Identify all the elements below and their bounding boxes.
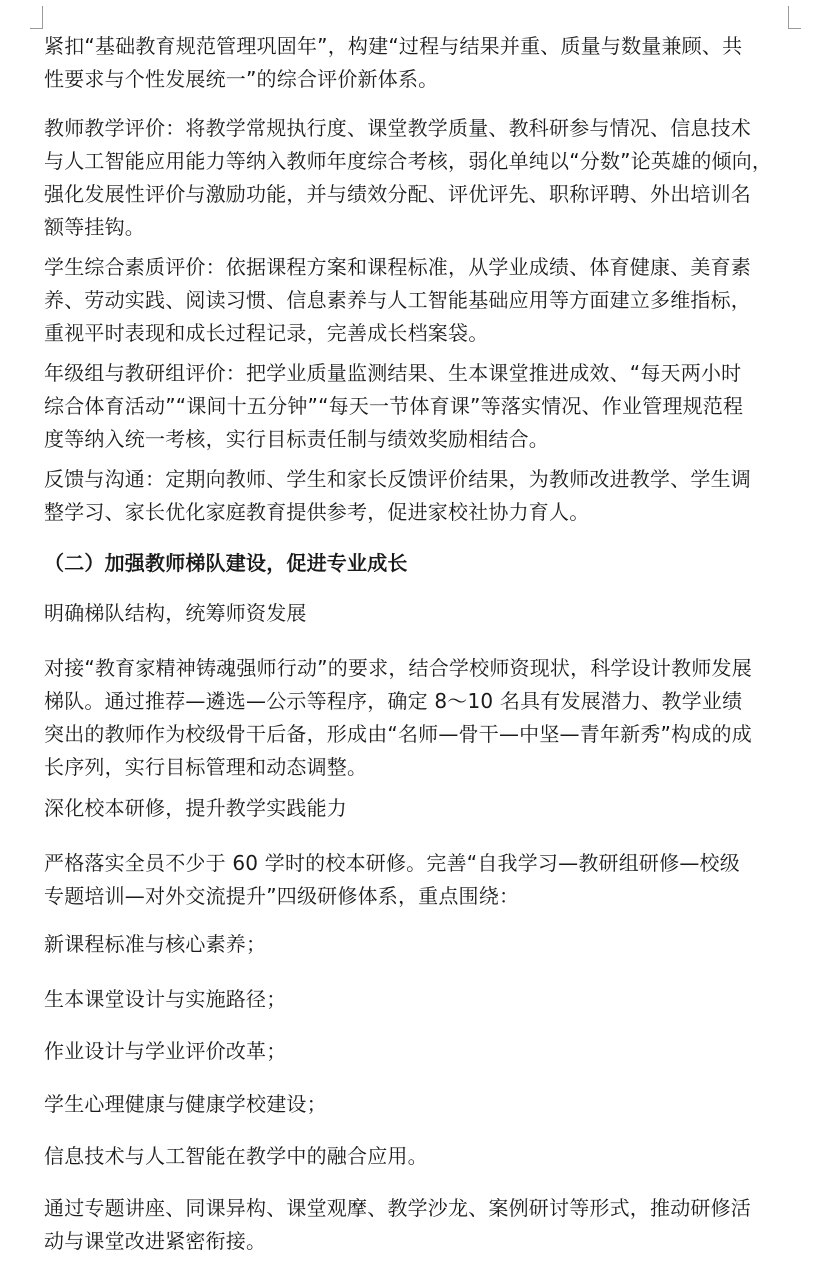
list-item-homework: [44, 1035, 799, 1068]
text-line: 专题培训—对外交流提升”四级研修体系，重点围绕：: [44, 884, 520, 908]
paragraph-subheading-structure: [44, 597, 799, 630]
text-line: 整学习、家长优化家庭教育提供参考，促进家校社协力育人。: [44, 500, 590, 524]
page-corner-mark-left: [30, 6, 43, 29]
text-line: 教师教学评价：将教学常规执行度、课堂教学质量、教科研参与情况、信息技术: [44, 116, 751, 140]
paragraph-teacher-evaluation: [44, 112, 799, 244]
text-line: 额等挂钩。: [44, 215, 145, 239]
list-item-classroom: [44, 983, 799, 1016]
text-line: 动与课堂改进紧密衔接。: [44, 1229, 267, 1253]
list-item-ai: [44, 1140, 799, 1173]
text-line: 性要求与个性发展统一”的综合评价新体系。: [44, 67, 439, 91]
text-line: 重视平时表现和成长过程记录，完善成长档案袋。: [44, 321, 489, 345]
paragraph-teacher-tiers: [44, 652, 799, 784]
list-item-curriculum: [44, 928, 799, 961]
text-line: 年级组与教研组评价：把学业质量监测结果、生本课堂推进成效、“每天两小时: [44, 361, 742, 385]
text-line: 深化校本研修，提升教学实践能力: [44, 796, 347, 820]
text-line: 突出的教师作为校级骨干后备，形成由“名师—骨干—中坚—青年新秀”构成的成: [44, 722, 752, 746]
text-line: 养、劳动实践、阅读习惯、信息素养与人工智能基础应用等方面建立多维指标，: [44, 288, 751, 312]
section-heading: [44, 547, 799, 580]
text-line: 学生综合素质评价：依据课程方案和课程标准，从学业成绩、体育健康、美育素: [44, 255, 751, 279]
heading-text: （二）加强教师梯队建设，促进专业成长: [44, 551, 408, 575]
paragraph-school-research: [44, 847, 799, 913]
text-line: 紧扣“基础教育规范管理巩固年”，构建“过程与结果并重、质量与数量兼顾、共: [44, 34, 743, 58]
page-corner-mark-right: [788, 6, 801, 29]
paragraph-research-forms: [44, 1192, 799, 1258]
text-line: 与人工智能应用能力等纳入教师年度综合考核，弱化单纯以“分数”论英雄的倾向，: [44, 149, 773, 173]
paragraph-group-evaluation: [44, 357, 799, 456]
text-line: 梯队。通过推荐—遴选—公示等程序，确定 8～10 名具有发展潜力、教学业绩: [44, 689, 743, 713]
text-line: 通过专题讲座、同课异构、课堂观摩、教学沙龙、案例研讨等形式，推动研修活: [44, 1196, 751, 1220]
text-line: 生本课堂设计与实施路径；: [44, 987, 287, 1011]
text-line: 反馈与沟通：定期向教师、学生和家长反馈评价结果，为教师改进教学、学生调: [44, 467, 751, 491]
text-line: 新课程标准与核心素养；: [44, 932, 267, 956]
text-line: 作业设计与学业评价改革；: [44, 1039, 287, 1063]
paragraph-student-evaluation: [44, 251, 799, 350]
paragraph-subheading-research: [44, 792, 799, 825]
text-line: 对接“教育家精神铸魂强师行动”的要求，结合学校师资现状，科学设计教师发展: [44, 656, 752, 680]
paragraph-feedback: [44, 463, 799, 529]
text-line: 明确梯队结构，统筹师资发展: [44, 601, 307, 625]
text-line: 学生心理健康与健康学校建设；: [44, 1092, 327, 1116]
text-line: 严格落实全员不少于 60 学时的校本研修。完善“自我学习—教研组研修—校级: [44, 851, 740, 875]
text-line: 强化发展性评价与激励功能，并与绩效分配、评优评先、职称评聘、外出培训名: [44, 182, 751, 206]
text-line: 长序列，实行目标管理和动态调整。: [44, 755, 368, 779]
list-item-mental-health: [44, 1088, 799, 1121]
text-line: 度等纳入统一考核，实行目标责任制与绩效奖励相结合。: [44, 427, 549, 451]
paragraph-evaluation-intro: [44, 30, 799, 96]
text-line: 信息技术与人工智能在教学中的融合应用。: [44, 1144, 428, 1168]
text-line: 综合体育活动”“课间十五分钟”“每天一节体育课”等落实情况、作业管理规范程: [44, 394, 744, 418]
